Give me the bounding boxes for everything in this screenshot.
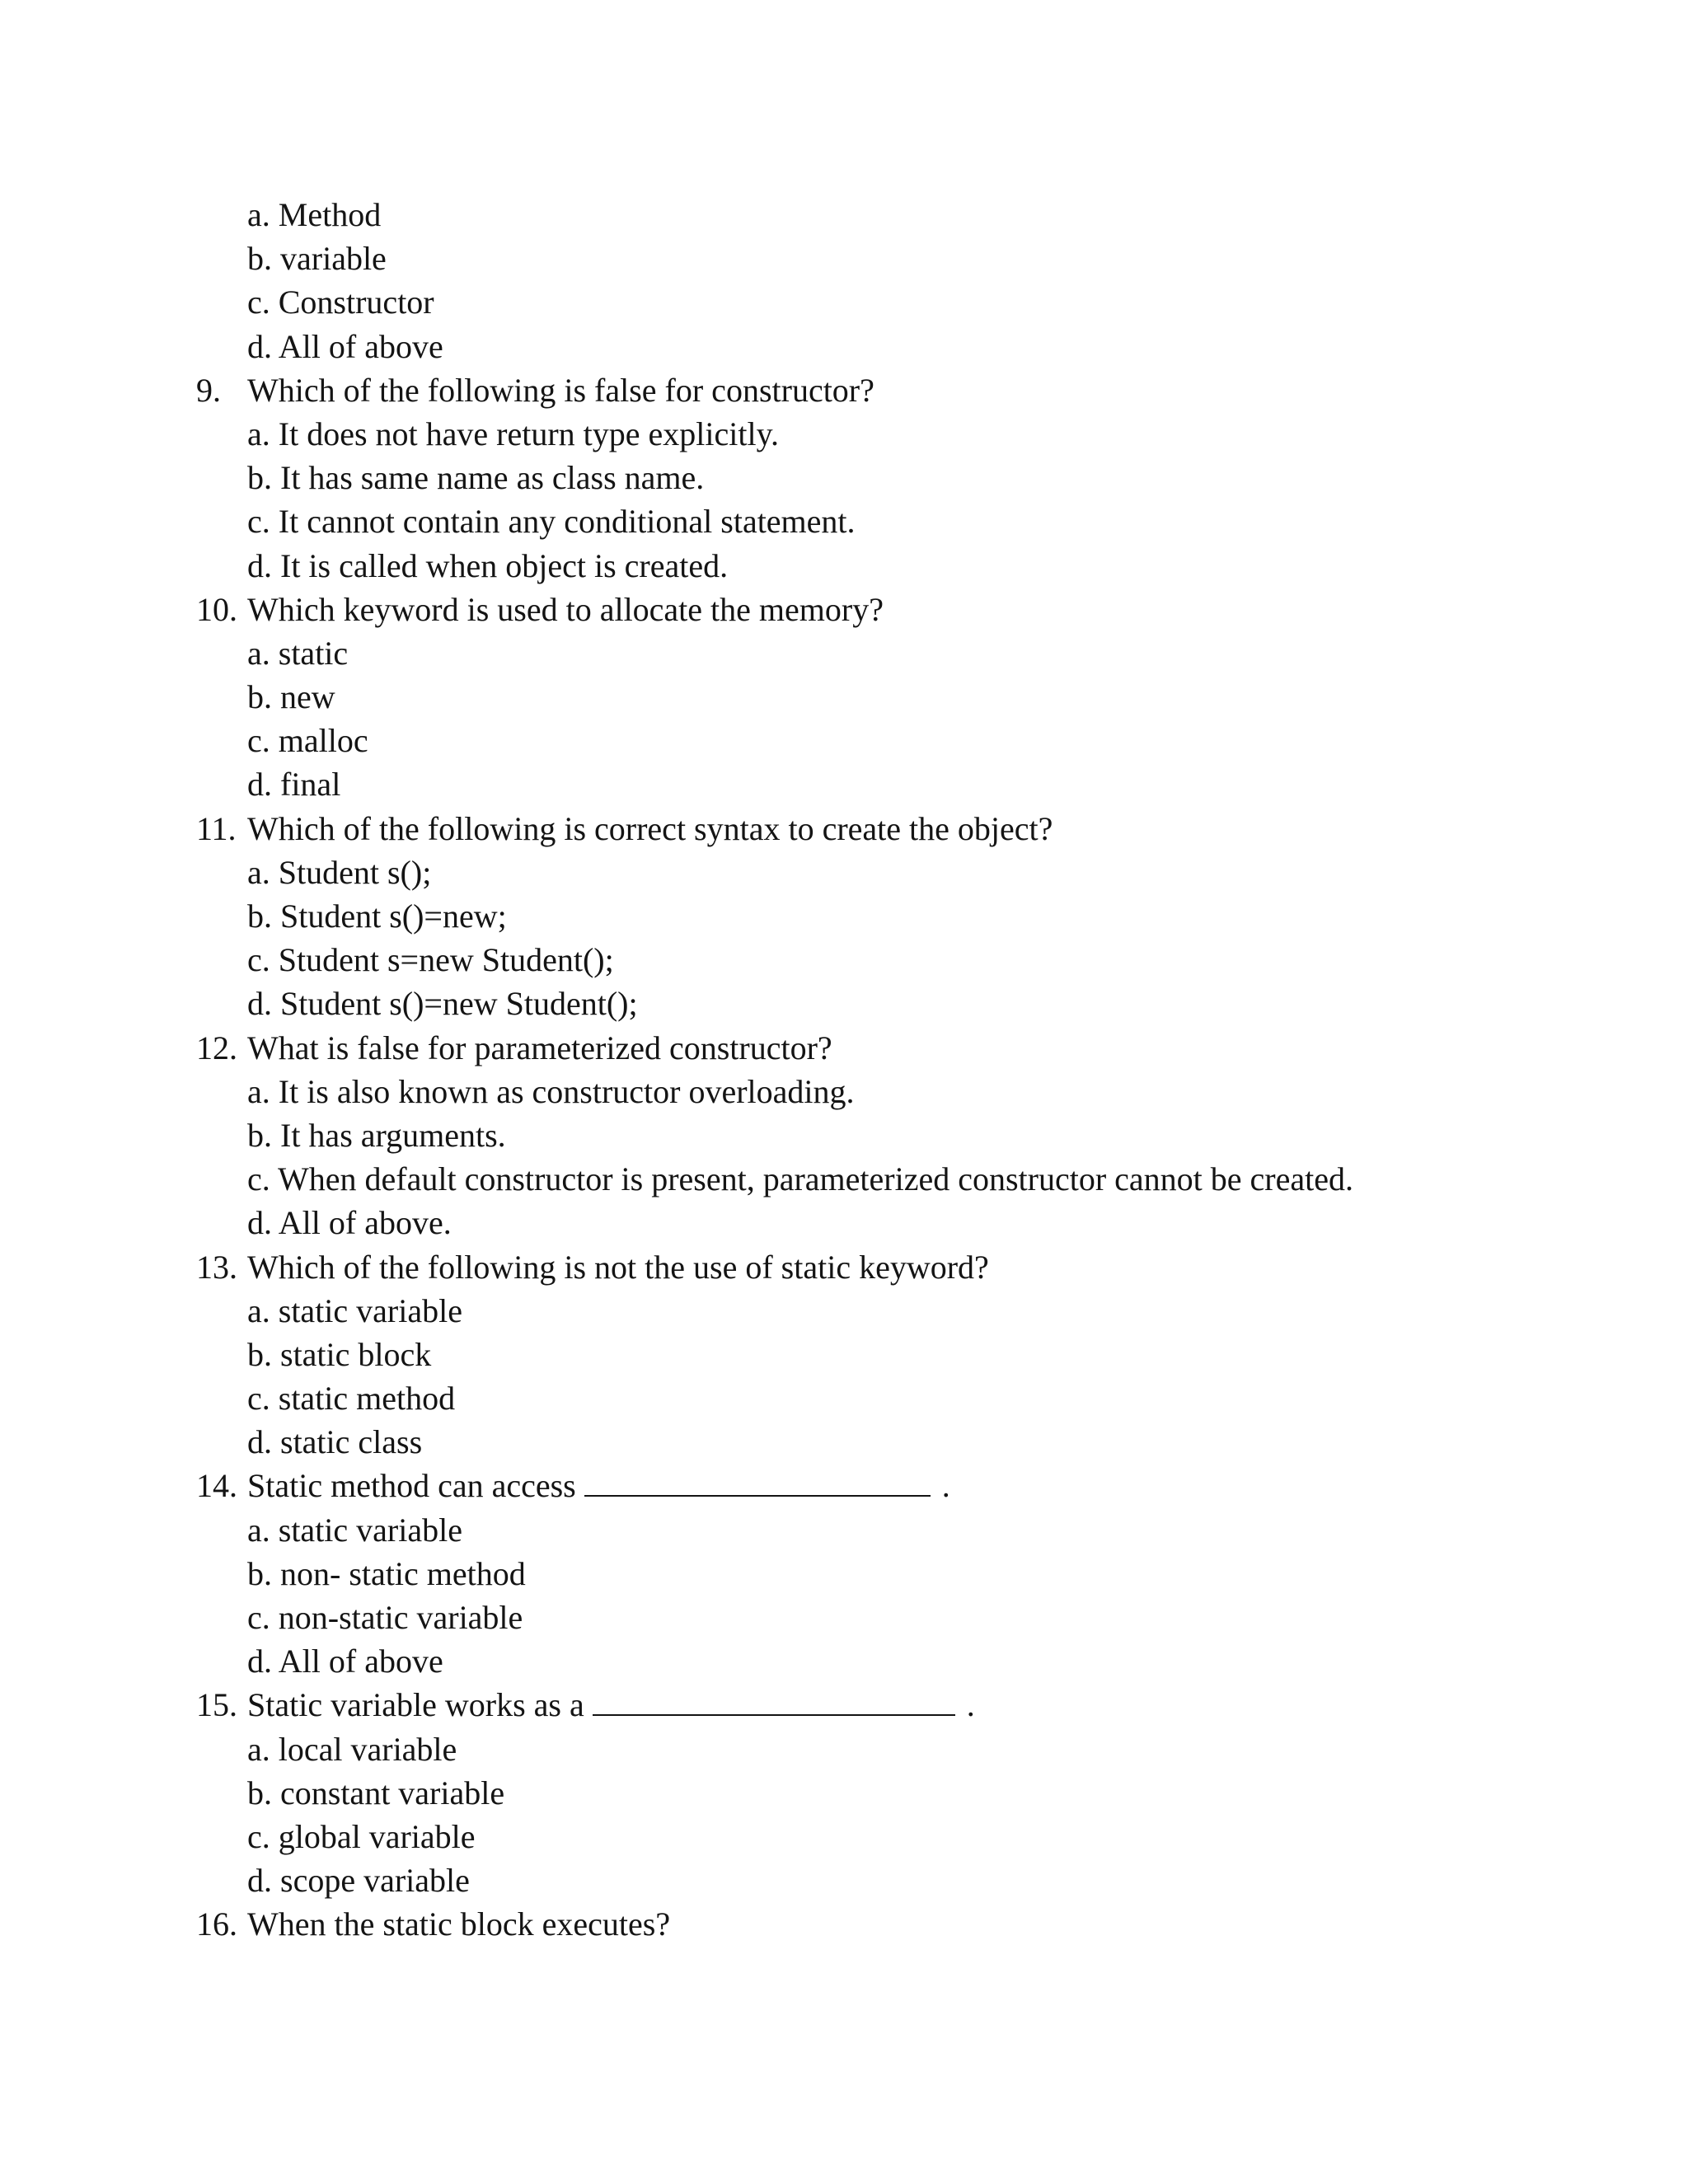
option-line — [0, 851, 1688, 894]
question-text: Static variable works as a — [247, 1686, 584, 1724]
option-line — [0, 325, 1688, 368]
option-text: c. static method — [247, 1380, 456, 1418]
question-text: Which of the following is not the use of static keyword? — [247, 1248, 989, 1286]
question-12 — [0, 1026, 1688, 1070]
option-text: d. All of above — [247, 1643, 443, 1680]
question-number: 11. — [196, 809, 237, 847]
question-text: What is false for parameterized constructor? — [247, 1029, 832, 1066]
question-11 — [0, 807, 1688, 851]
option-text: a. It does not have return type explicitly. — [247, 415, 779, 452]
option-line — [0, 894, 1688, 938]
question-13 — [0, 1245, 1688, 1289]
option-line — [0, 719, 1688, 762]
question-10 — [0, 588, 1688, 631]
option-text: b. variable — [247, 240, 387, 278]
trailing-period: . — [941, 1467, 950, 1505]
option-text: a. static — [247, 634, 349, 672]
question-text: Static method can access — [247, 1467, 576, 1505]
option-text: d. static class — [247, 1423, 423, 1461]
option-line — [0, 1815, 1688, 1858]
option-text: a. It is also known as constructor overloading. — [247, 1072, 855, 1110]
question-text: Which keyword is used to allocate the memory? — [247, 590, 884, 628]
option-line — [0, 1552, 1688, 1596]
option-text: c. It cannot contain any conditional statement. — [247, 503, 856, 541]
option-text: a. Student s(); — [247, 853, 432, 891]
option-line — [0, 1858, 1688, 1902]
question-number: 14. — [196, 1467, 237, 1505]
option-text: b. It has same name as class name. — [247, 459, 705, 497]
option-text: b. It has arguments. — [247, 1116, 506, 1154]
option-line — [0, 1508, 1688, 1552]
option-text: d. All of above — [247, 327, 443, 365]
option-text: a. local variable — [247, 1730, 457, 1768]
option-line — [0, 1201, 1688, 1244]
option-line — [0, 237, 1688, 280]
option-line — [0, 544, 1688, 588]
option-line — [0, 412, 1688, 456]
option-line — [0, 456, 1688, 499]
option-text: b. static block — [247, 1335, 432, 1373]
question-text: Which of the following is correct syntax to create the object? — [247, 809, 1053, 847]
option-line — [0, 1070, 1688, 1113]
question-16 — [0, 1902, 1688, 1946]
option-line — [0, 982, 1688, 1025]
option-line — [0, 762, 1688, 806]
question-9 — [0, 368, 1688, 412]
question-number: 9. — [196, 371, 221, 409]
option-line — [0, 1639, 1688, 1683]
option-text: b. Student s()=new; — [247, 898, 507, 935]
option-line — [0, 1420, 1688, 1464]
option-text: b. constant variable — [247, 1774, 505, 1811]
option-line — [0, 631, 1688, 675]
option-line — [0, 193, 1688, 237]
option-text: c. Student s=new Student(); — [247, 941, 614, 979]
option-line — [0, 1727, 1688, 1771]
question-text: Which of the following is false for constructor? — [247, 371, 874, 409]
question-15 — [0, 1683, 1688, 1727]
option-text: c. non-static variable — [247, 1599, 523, 1636]
option-text: c. malloc — [247, 722, 368, 760]
option-line — [0, 1113, 1688, 1157]
question-number: 16. — [196, 1905, 237, 1943]
question-number: 12. — [196, 1029, 237, 1066]
option-line — [0, 1333, 1688, 1376]
option-text: a. static variable — [247, 1291, 462, 1329]
question-14 — [0, 1464, 1688, 1507]
option-line — [0, 1771, 1688, 1815]
option-line — [0, 938, 1688, 982]
option-text: c. global variable — [247, 1817, 476, 1855]
question-number: 10. — [196, 590, 237, 628]
question-number: 13. — [196, 1248, 237, 1286]
option-text: d. Student s()=new Student(); — [247, 985, 638, 1023]
option-text: d. final — [247, 766, 341, 804]
option-text: b. non- static method — [247, 1554, 526, 1592]
option-line — [0, 675, 1688, 719]
option-text: d. It is called when object is created. — [247, 546, 729, 584]
question-text-wrapper — [247, 1683, 975, 1727]
option-line — [0, 280, 1688, 324]
answer-blank — [593, 1685, 955, 1716]
option-text: b. new — [247, 678, 335, 716]
trailing-period: . — [966, 1686, 975, 1724]
option-text: d. scope variable — [247, 1862, 470, 1900]
option-line — [0, 499, 1688, 543]
option-line — [0, 1596, 1688, 1639]
option-line — [0, 1289, 1688, 1333]
option-text: a. static variable — [247, 1511, 462, 1549]
option-text: a. Method — [247, 196, 382, 233]
option-text: c. When default constructor is present, parameterized constructor cannot be created. — [247, 1160, 1353, 1198]
option-line — [0, 1157, 1688, 1201]
answer-blank — [584, 1465, 931, 1497]
question-text: When the static block executes? — [247, 1905, 671, 1943]
question-number: 15. — [196, 1686, 237, 1724]
question-list — [0, 193, 1688, 1947]
option-text: c. Constructor — [247, 284, 434, 321]
option-line — [0, 1376, 1688, 1420]
option-text: d. All of above. — [247, 1204, 452, 1242]
question-text-wrapper — [247, 1464, 950, 1507]
